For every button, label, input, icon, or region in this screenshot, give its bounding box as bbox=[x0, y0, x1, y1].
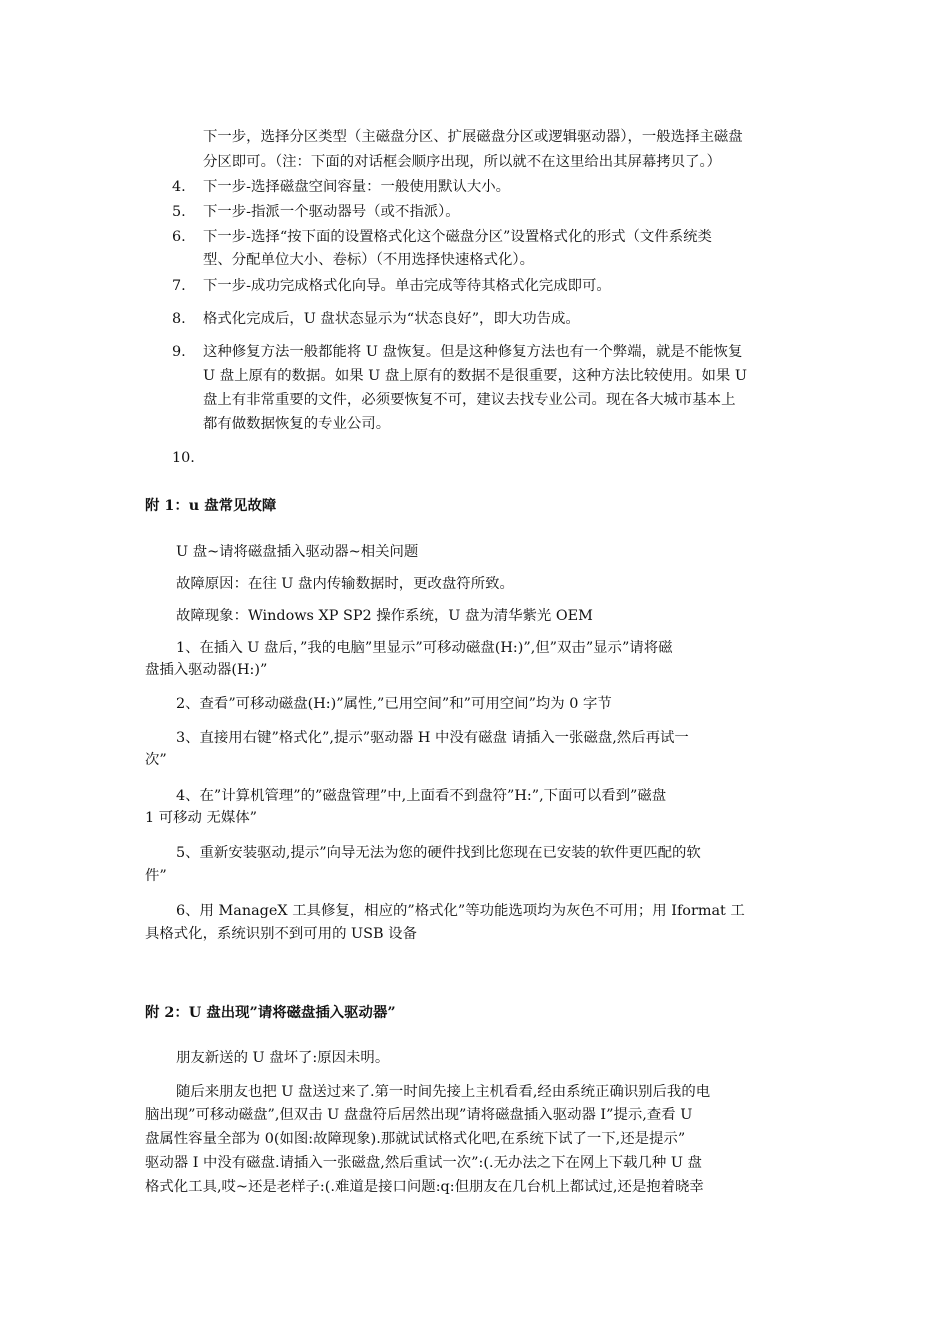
list-item-8-text: 格式化完成后，U 盘状态显示为“状态良好”，即大功告成。 bbox=[203, 311, 580, 327]
list-item-5-text: 下一步-指派一个驱动器号（或不指派）。 bbox=[203, 204, 460, 220]
paragraph-line: 格式化工具,哎~还是老样子:(.难道是接口问题:q:但朋友在几台机上都试过,还是抱着晓幸 bbox=[145, 1179, 704, 1195]
list-number: 5. bbox=[172, 204, 186, 220]
list-item-3-line-2: 分区即可。（注：下面的对话框会顺序出现，所以就不在这里给出其屏幕拷贝了。） bbox=[203, 154, 722, 170]
paragraph-line: 次” bbox=[145, 752, 167, 768]
paragraph-line: 故障现象：Windows XP SP2 操作系统，U 盘为清华紫光 OEM bbox=[176, 608, 593, 624]
list-number: 6. bbox=[172, 229, 186, 245]
paragraph-line: 1、在插入 U 盘后，”我的电脑”里显示”可移动磁盘(H:)”,但”双击”显示”请将磁 bbox=[176, 640, 673, 656]
list-number: 4. bbox=[172, 179, 186, 195]
list-number: 7. bbox=[172, 278, 186, 294]
list-item-6-line-2: 型、分配单位大小、卷标）（不用选择快速格式化）。 bbox=[203, 252, 534, 268]
paragraph-line: 盘插入驱动器(H:)” bbox=[145, 662, 268, 678]
paragraph-line: 件” bbox=[145, 868, 167, 884]
paragraph-line: 3、直接用右键”格式化”,提示”驱动器 H 中没有磁盘 请插入一张磁盘,然后再试一 bbox=[176, 730, 689, 746]
appendix-1-heading: 附 1：u 盘常见故障 bbox=[145, 497, 277, 514]
list-item-7-text: 下一步-成功完成格式化向导。单击完成等待其格式化完成即可。 bbox=[203, 278, 611, 294]
list-item-9-line-1: 这种修复方法一般都能将 U 盘恢复。但是这种修复方法也有一个弊端，就是不能恢复 bbox=[203, 344, 743, 360]
appendix-2-heading: 附 2：U 盘出现”请将磁盘插入驱动器” bbox=[145, 1004, 396, 1021]
paragraph-line: U 盘~请将磁盘插入驱动器~相关问题 bbox=[176, 544, 419, 560]
list-item-9-line-2: U 盘上原有的数据。如果 U 盘上原有的数据不是很重要，这种方法比较使用。如果 U bbox=[203, 368, 747, 384]
paragraph-line: 5、重新安装驱动,提示”向导无法为您的硬件找到比您现在已安装的软件更匹配的软 bbox=[176, 845, 701, 861]
paragraph-line: 盘属性容量全部为 0(如图:故障现象).那就试试格式化吧,在系统下试了一下,还是提示” bbox=[145, 1131, 686, 1147]
list-item-6-line-1: 下一步-选择“按下面的设置格式化这个磁盘分区”设置格式化的形式（文件系统类 bbox=[203, 229, 712, 245]
paragraph-line: 6、用 ManageX 工具修复，相应的”格式化”等功能选项均为灰色不可用；用 Iformat 工 bbox=[176, 903, 745, 919]
paragraph-line: 脑出现”可移动磁盘”,但双击 U 盘盘符后居然出现”请将磁盘插入驱动器 I”提示,查看 U bbox=[145, 1107, 693, 1123]
list-number: 10. bbox=[172, 450, 195, 466]
paragraph-line: 随后来朋友也把 U 盘送过来了.第一时间先接上主机看看,经由系统正确识别后我的电 bbox=[176, 1084, 711, 1100]
list-item-4-text: 下一步-选择磁盘空间容量：一般使用默认大小。 bbox=[203, 179, 511, 195]
paragraph-line: 故障原因：在往 U 盘内传输数据时，更改盘符所致。 bbox=[176, 576, 514, 592]
list-item-3-line-1: 下一步，选择分区类型（主磁盘分区、扩展磁盘分区或逻辑驱动器），一般选择主磁盘 bbox=[203, 129, 743, 145]
paragraph-line: 具格式化，系统识别不到可用的 USB 设备 bbox=[145, 926, 417, 942]
paragraph-line: 驱动器 I 中没有磁盘.请插入一张磁盘,然后重试一次”:(.无办法之下在网上下载几种 U 盘 bbox=[145, 1155, 702, 1171]
list-item-9-line-3: 盘上有非常重要的文件，必须要恢复不可，建议去找专业公司。现在各大城市基本上 bbox=[203, 392, 736, 408]
paragraph-line: 朋友新送的 U 盘坏了:原因未明。 bbox=[176, 1050, 390, 1066]
list-number: 8. bbox=[172, 311, 186, 327]
list-number: 9. bbox=[172, 344, 186, 360]
paragraph-line: 2、查看”可移动磁盘(H:)”属性,”已用空间”和”可用空间”均为 0 字节 bbox=[176, 696, 612, 712]
paragraph-line: 1 可移动 无媒体” bbox=[145, 810, 258, 826]
paragraph-line: 4、在”计算机管理”的”磁盘管理”中,上面看不到盘符”H:”,下面可以看到”磁盘 bbox=[176, 788, 667, 804]
list-item-9-line-4: 都有做数据恢复的专业公司。 bbox=[203, 416, 391, 432]
